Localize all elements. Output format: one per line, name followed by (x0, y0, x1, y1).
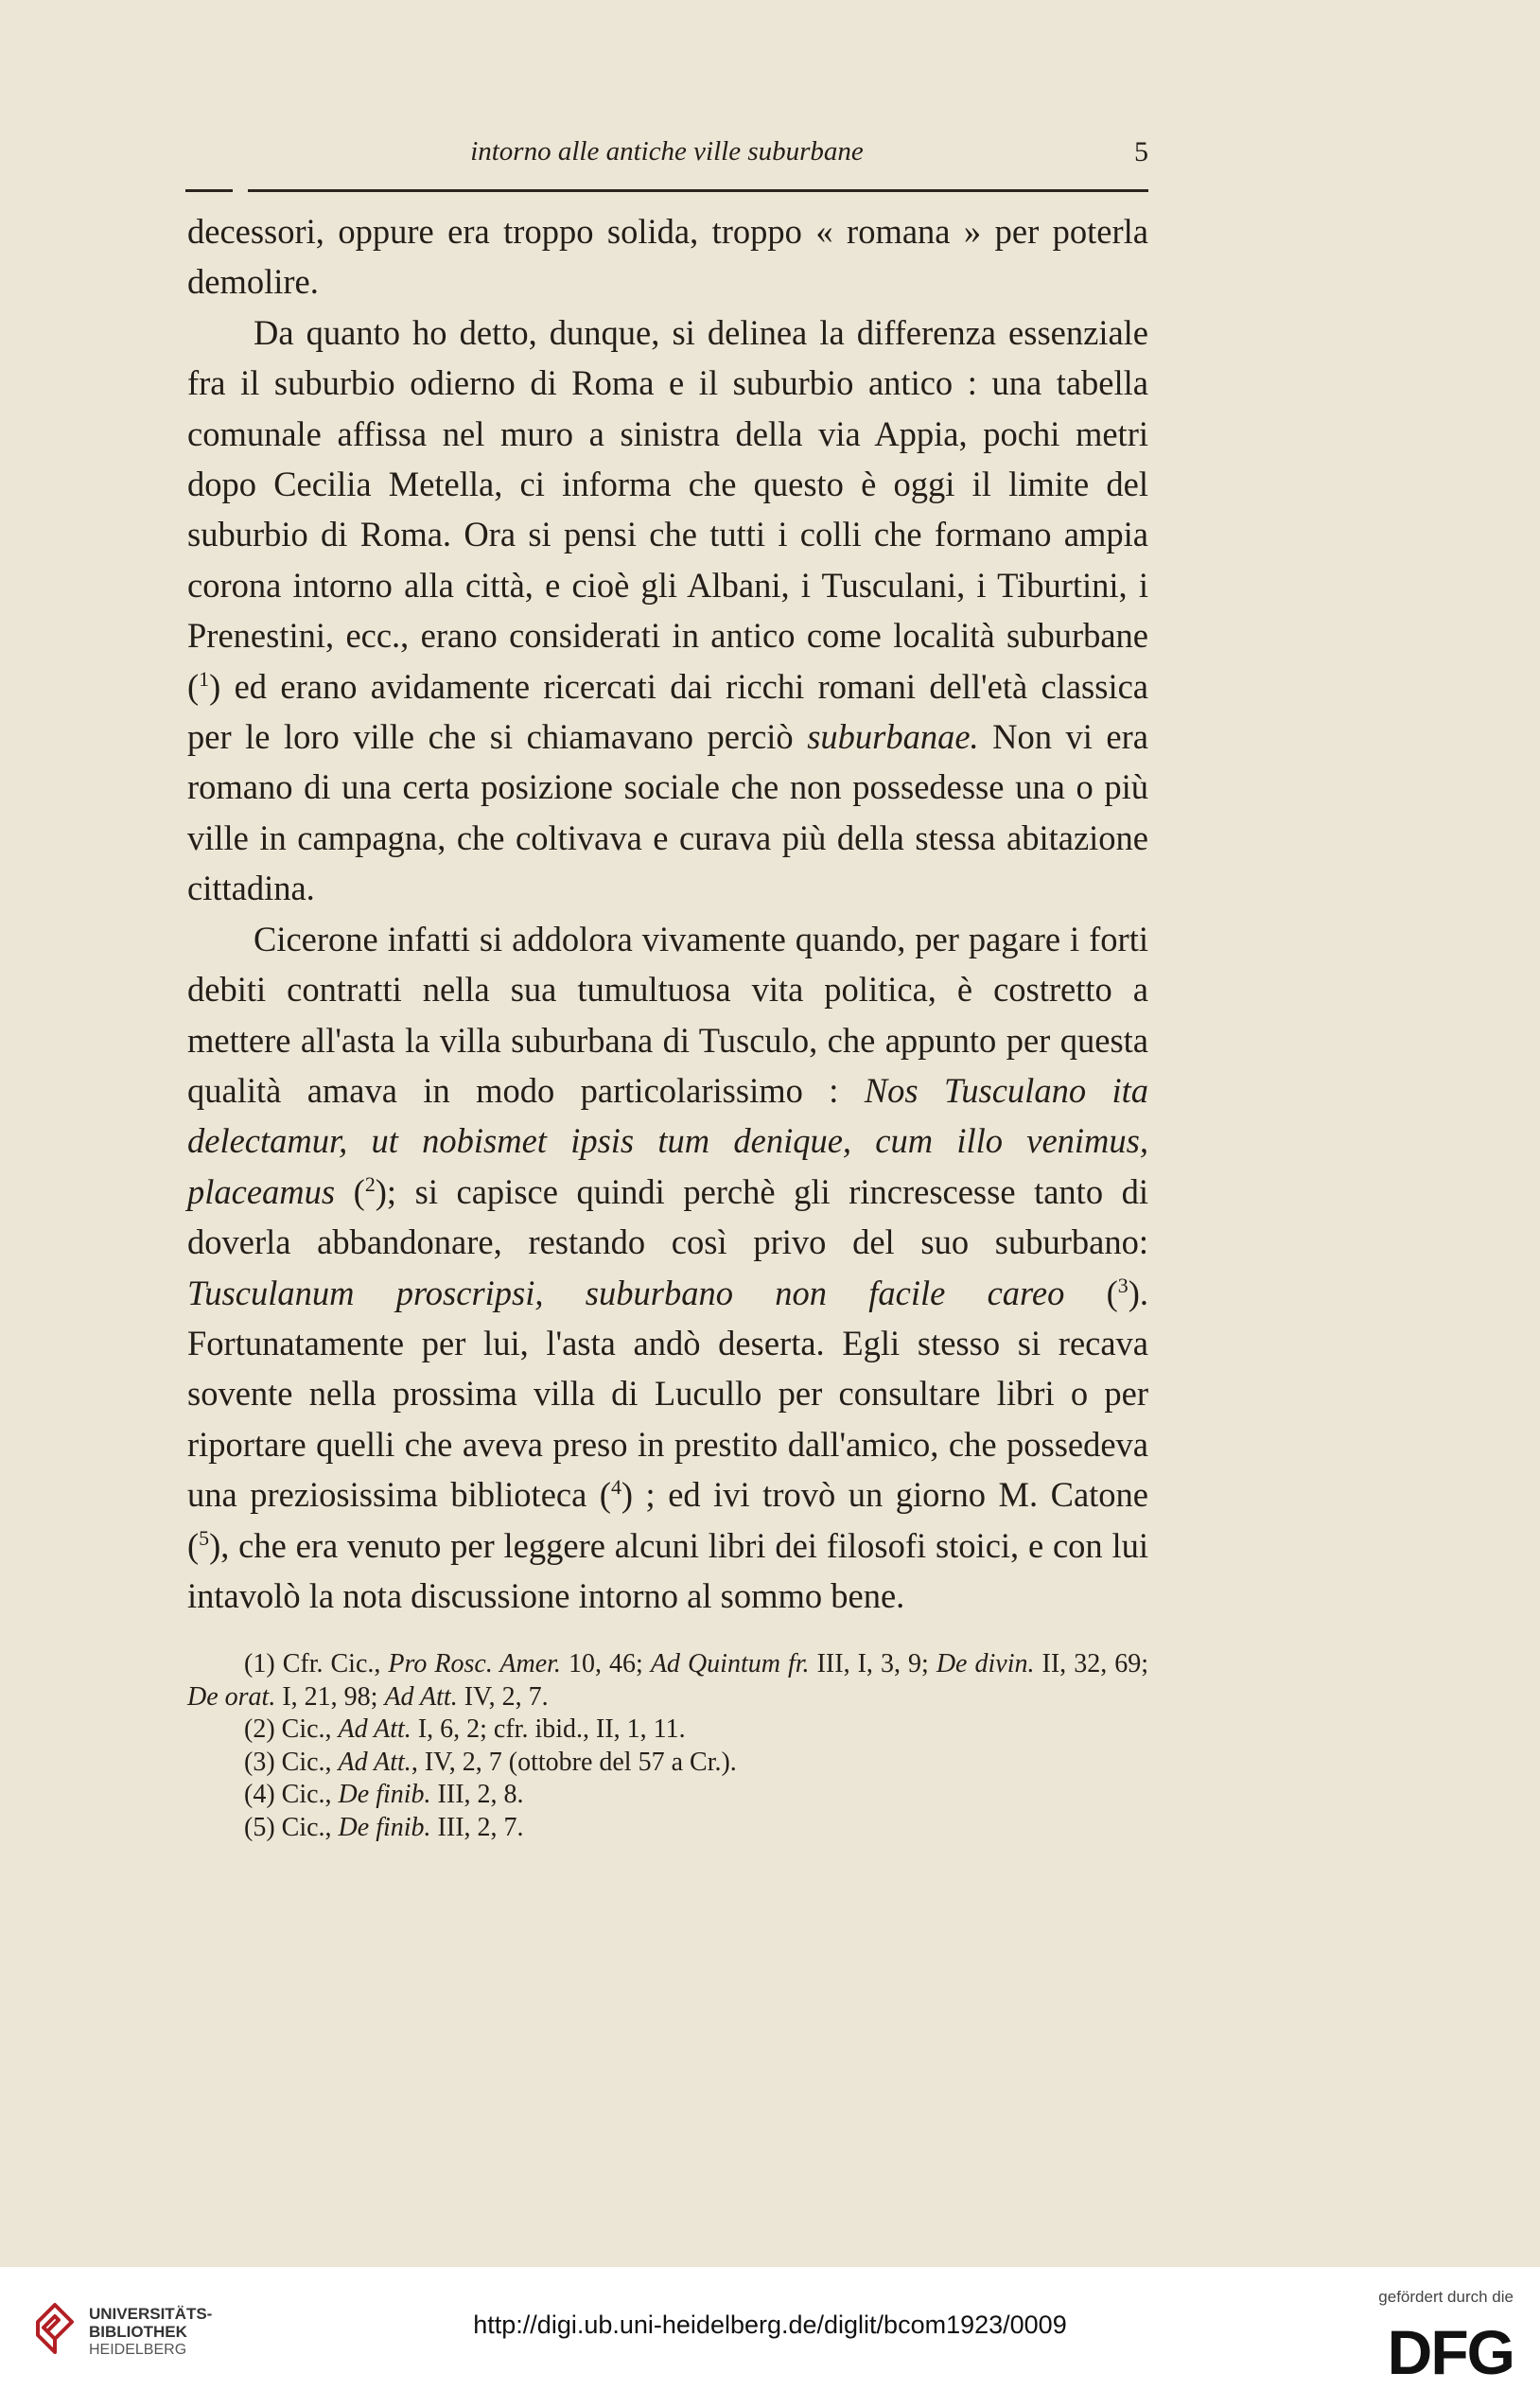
footnote-mark: (5) (244, 1812, 275, 1842)
footnote-text: IV, 2, 7. (457, 1681, 549, 1712)
funded-by-text: gefördert durch die (1378, 2288, 1514, 2306)
footnote-title: Ad Att. (338, 1714, 411, 1745)
page-header (185, 134, 1148, 172)
paragraph-1-text: decessori, oppure era troppo solida, troppo « romana » per poterla demolire. (187, 212, 1148, 302)
footnote-text: , IV, 2, 7 (ottobre del 57 a Cr.). (411, 1747, 737, 1777)
footnote-text: 10, 46; (560, 1649, 651, 1678)
footnote-2 (187, 1713, 1148, 1747)
footnote-1 (187, 1648, 1148, 1713)
header-rule (248, 189, 1148, 192)
paragraph-2-text: Non vi era romano di una certa posizione sociale che non possedesse una o più ville in campagna, che coltivava e curava più della stessa abitazione cittadina. (187, 717, 1148, 908)
body-text (187, 206, 1148, 1621)
page-number: 5 (1134, 136, 1148, 167)
viewer-footer (0, 2267, 1540, 2390)
footnote-ref-3: 3 (1117, 1273, 1129, 1297)
permalink-url[interactable]: http://digi.ub.uni-heidelberg.de/diglit/bcom1923/0009 (473, 2311, 1067, 2339)
footnote-ref-1: 1 (199, 666, 210, 691)
header-rule-left (185, 189, 233, 192)
footnote-mark: (2) (244, 1714, 275, 1745)
footnote-text: III, I, 3, 9; (809, 1649, 936, 1678)
footnote-3 (187, 1747, 1148, 1780)
latin-quotation: Nos Tusculano ita delectamur, ut nobismet ipsis tum denique, cum illo venimus, placeamus (187, 1070, 1149, 1211)
footnote-ref-5: 5 (199, 1525, 210, 1550)
footnote-text: II, 32, 69; (1034, 1649, 1149, 1678)
paragraph-3-text: ) ; ed ivi trovò un giorno M. Catone ( (187, 1475, 1148, 1565)
paragraph-3 (187, 914, 1148, 1622)
dfg-logo: DFG (1387, 2317, 1514, 2387)
library-name-line-2: BIBLIOTHEK (89, 2323, 187, 2341)
footnote-text: Cic., (274, 1714, 339, 1745)
footnote-text: Cfr. Cic., (274, 1649, 389, 1678)
footnote-title: De finib. (338, 1780, 431, 1810)
paragraph-3-text: ( (335, 1171, 365, 1211)
footnote-text: Cic., (274, 1780, 339, 1810)
paragraph-2-text: Da quanto ho detto, dunque, si delinea la differenza essenziale fra il suburbio odierno di Roma e il suburbio antico : una tabella comunale affissa nel muro a sinistra della via Appia, pochi metri dopo Cecilia Metella, ci informa che questo è oggi il limite del suburbio di Roma. Ora si pensi che tutti i colli che formano ampia corona intorno alla città, e cioè gli Albani, i Tusculani, i Tiburtini, i Prenestini, ecc., erano considerati in antico come località suburbane ( (187, 312, 1148, 706)
paragraph-3-text: Cicerone infatti si addolora vivamente quando, per pagare i forti debiti contratti nella sua tumultuosa vita politica, è costretto a mettere all'asta la villa suburbana di Tusculo, che appunto per questa qualità amava in modo particolarissimo : (187, 919, 1148, 1110)
footnote-title: Ad Att. (384, 1681, 458, 1712)
footnote-mark: (1) (244, 1649, 275, 1678)
latin-quotation: Tusculanum proscripsi, suburbano non facile careo (187, 1273, 1065, 1312)
paragraph-3-text: ); si capisce quindi perchè gli rincrescesse tanto di doverla abbandonare, restando così privo del suo suburbano: (187, 1171, 1149, 1262)
running-title: intorno alle antiche ville suburbane (470, 136, 864, 167)
footnote-text: I, 21, 98; (275, 1681, 385, 1712)
paragraph-3-text: ), che era venuto per leggere alcuni libri dei filosofi stoici, e con lui intavolò la nota discussione intorno al sommo bene. (187, 1525, 1148, 1615)
footnote-text: III, 2, 8. (430, 1780, 524, 1810)
footnote-ref-2: 2 (364, 1171, 376, 1196)
footnote-title: Ad Att. (338, 1747, 411, 1777)
footnote-text: I, 6, 2; cfr. ibid., II, 1, 11. (411, 1714, 686, 1745)
paragraph-2-text: ) ed erano avidamente ricercati dai ricchi romani dell'età classica per le loro ville che si chiamavano perciò (187, 666, 1148, 757)
footnotes (187, 1648, 1148, 1845)
footnote-text: Cic., (274, 1812, 339, 1842)
footnote-title: De finib. (338, 1812, 431, 1842)
footnote-4 (187, 1779, 1148, 1812)
library-name-line-1: UNIVERSITÄTS- (89, 2305, 213, 2323)
paragraph-3-text: ( (1064, 1273, 1118, 1312)
footnote-title: De orat. (187, 1681, 276, 1712)
italic-term: suburbanae. (807, 717, 979, 757)
footnote-ref-4: 4 (610, 1475, 621, 1499)
footnote-title: Ad Quintum fr. (650, 1649, 810, 1678)
footnote-mark: (4) (244, 1780, 275, 1810)
footnote-mark: (3) (244, 1747, 275, 1777)
footnote-text: III, 2, 7. (430, 1812, 524, 1842)
paragraph-3-text: ). Fortunatamente per lui, l'asta andò deserta. Egli stesso si recava sovente nella prossima villa di Lucullo per consultare libri o per riportare quelli che aveva preso in prestito dall'amico, che possedeva una preziosissima biblioteca ( (187, 1273, 1149, 1515)
footnote-title: Pro Rosc. Amer. (388, 1649, 561, 1678)
paragraph-2 (187, 308, 1148, 914)
library-city: HEIDELBERG (89, 2342, 187, 2358)
footnote-text: Cic., (274, 1747, 339, 1777)
footnote-title: De divin. (936, 1649, 1035, 1678)
footnote-5 (187, 1812, 1148, 1845)
paragraph-1 (187, 206, 1148, 308)
